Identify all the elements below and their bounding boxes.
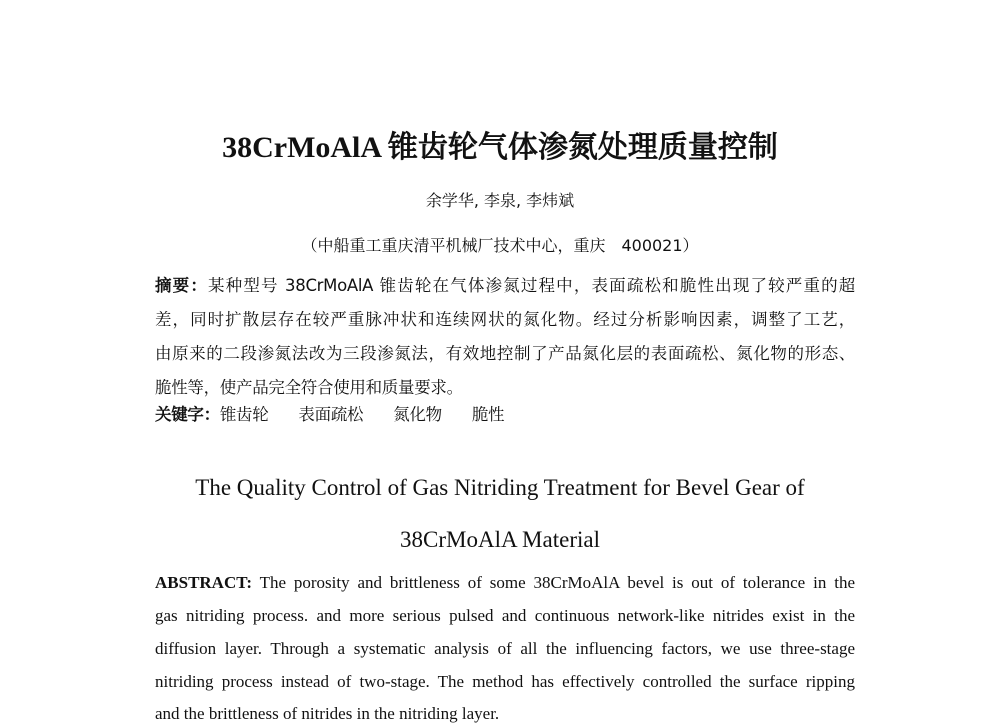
- chinese-title: 38CrMoAlA 锥齿轮气体渗氮处理质量控制: [222, 131, 778, 164]
- keyword: 氮化物: [393, 405, 442, 424]
- english-title-line-1: The Quality Control of Gas Nitriding Treatment for Bevel Gear of: [195, 475, 805, 500]
- affiliation: （中船重工重庆清平机械厂技术中心，重庆 400021）: [301, 236, 699, 255]
- authors: 余学华, 李泉, 李炜斌: [425, 191, 575, 210]
- chinese-abstract-line: 差，同时扩散层存在较严重脉冲状和连续网状的氮化物。经过分析影响因素，调整了工艺，: [155, 310, 855, 329]
- english-abstract-line: nitriding process instead of two-stage. The method has effectively controlled the surface ripping: [155, 672, 855, 691]
- keyword: 锥齿轮: [219, 405, 269, 424]
- english-abstract-line: ABSTRACT: The porosity and brittleness of some 38CrMoAlA bevel is out of tolerance in the: [155, 573, 855, 592]
- english-abstract-label: ABSTRACT:: [155, 573, 252, 592]
- chinese-abstract-label: 摘要：: [155, 276, 208, 295]
- english-abstract-line: diffusion layer. Through a systematic analysis of all the influencing factors, we use three-stage: [155, 639, 855, 658]
- english-title-line-2: 38CrMoAlA Material: [400, 527, 600, 552]
- keywords: [155, 401, 855, 425]
- keywords-label: 关键字：: [155, 405, 220, 424]
- chinese-abstract-line: 摘要：某种型号 38CrMoAlA 锥齿轮在气体渗氮过程中，表面疏松和脆性出现了较严重的超: [155, 276, 855, 295]
- keyword: 表面疏松: [298, 405, 364, 424]
- chinese-abstract-line: 脆性等，使产品完全符合使用和质量要求。: [155, 378, 463, 397]
- chinese-abstract-line: 由原来的二段渗氮法改为三段渗氮法，有效地控制了产品氮化层的表面疏松、氮化物的形态、: [155, 344, 855, 363]
- keyword: 脆性: [471, 405, 505, 424]
- english-abstract-line: gas nitriding process. and more serious pulsed and continuous network-like nitrides exist in the: [155, 606, 855, 625]
- english-abstract-line: and the brittleness of nitrides in the nitriding layer.: [155, 704, 500, 723]
